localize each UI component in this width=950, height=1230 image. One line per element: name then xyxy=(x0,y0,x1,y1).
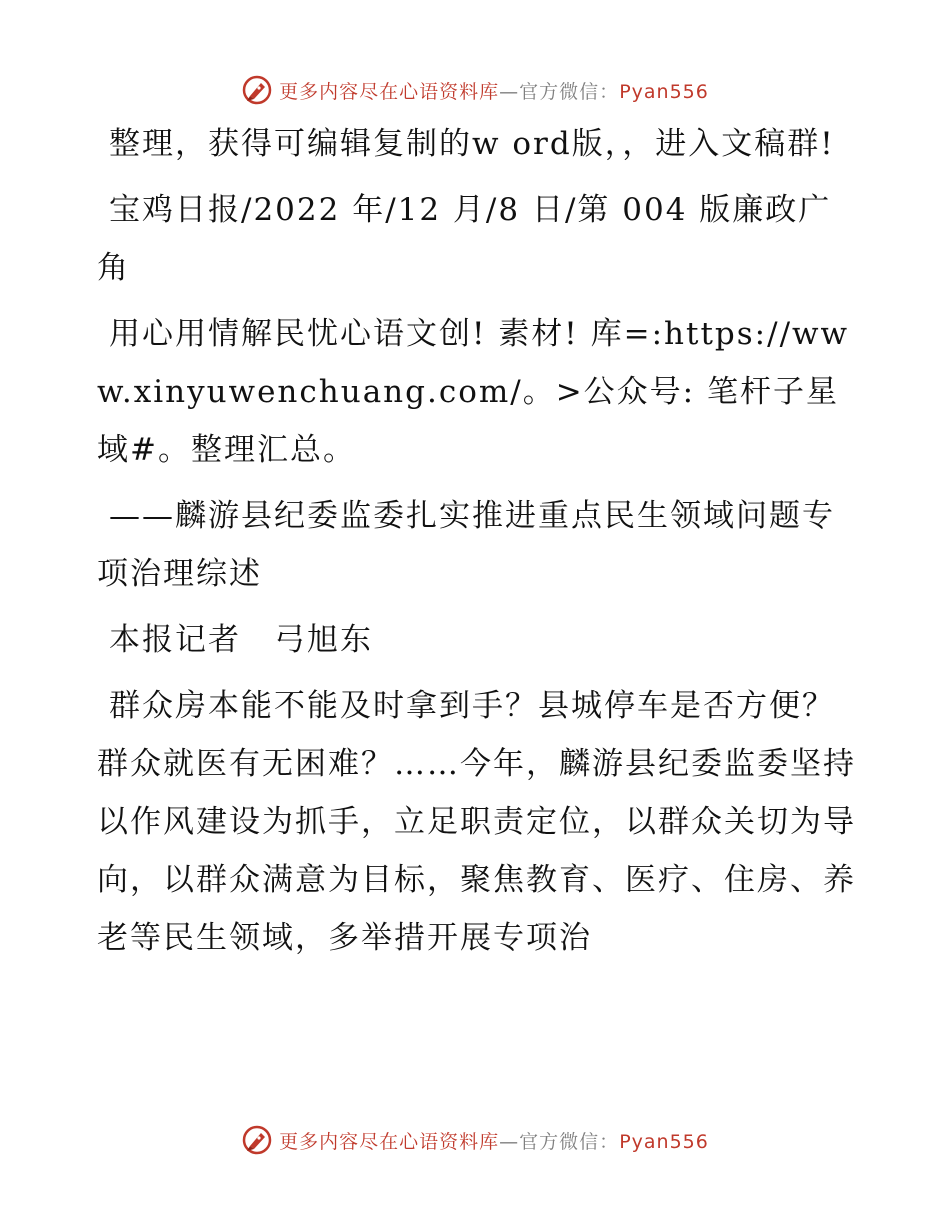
paragraph-subtitle: ——麟游县纪委监委扎实推进重点民生领域问题专项治理综述 xyxy=(97,498,835,592)
paragraph-body: 群众房本能不能及时拿到手？县城停车是否方便？群众就医有无困难？……今年，麟游县纪委监委坚持以作风建设为抓手，立足职责定位，以群众关切为导向，以群众满意为目标，聚焦教育、医疗、住房、养老等民生领域，多举措开展专项治 xyxy=(97,688,856,956)
watermark-text xyxy=(279,77,709,104)
paragraph-promo: 用心用情解民忧心语文创! 素材! 库=:https://www.xinyuwenchuang.com/。>公众号: 笔杆子星域#。整理汇总。 xyxy=(97,316,850,468)
footer-watermark xyxy=(0,1120,950,1160)
watermark-text xyxy=(279,1127,709,1154)
paragraph-notice: 整理，获得可编辑复制的w ord版，，进入文稿群! xyxy=(109,126,835,162)
header-watermark xyxy=(0,70,950,110)
pen-nib-circle-logo xyxy=(241,74,273,106)
document-body xyxy=(97,115,857,975)
paragraph-source: 宝鸡日报/2022 年/12 月/8 日/第 004 版廉政广角 xyxy=(97,192,832,286)
watermark-contact-id: Pyan556 xyxy=(619,1130,709,1153)
watermark-site-text: 更多内容尽在心语资料库 xyxy=(279,1130,500,1153)
paragraph-byline: 本报记者 弓旭东 xyxy=(109,622,373,658)
watermark-contact-label: 官方微信： xyxy=(519,80,620,103)
watermark-contact-label: 官方微信： xyxy=(519,1130,620,1153)
watermark-separator: — xyxy=(499,1130,520,1153)
pen-nib-circle-logo xyxy=(241,1124,273,1156)
watermark-contact-id: Pyan556 xyxy=(619,80,709,103)
watermark-site-text: 更多内容尽在心语资料库 xyxy=(279,80,500,103)
watermark-separator: — xyxy=(499,80,520,103)
